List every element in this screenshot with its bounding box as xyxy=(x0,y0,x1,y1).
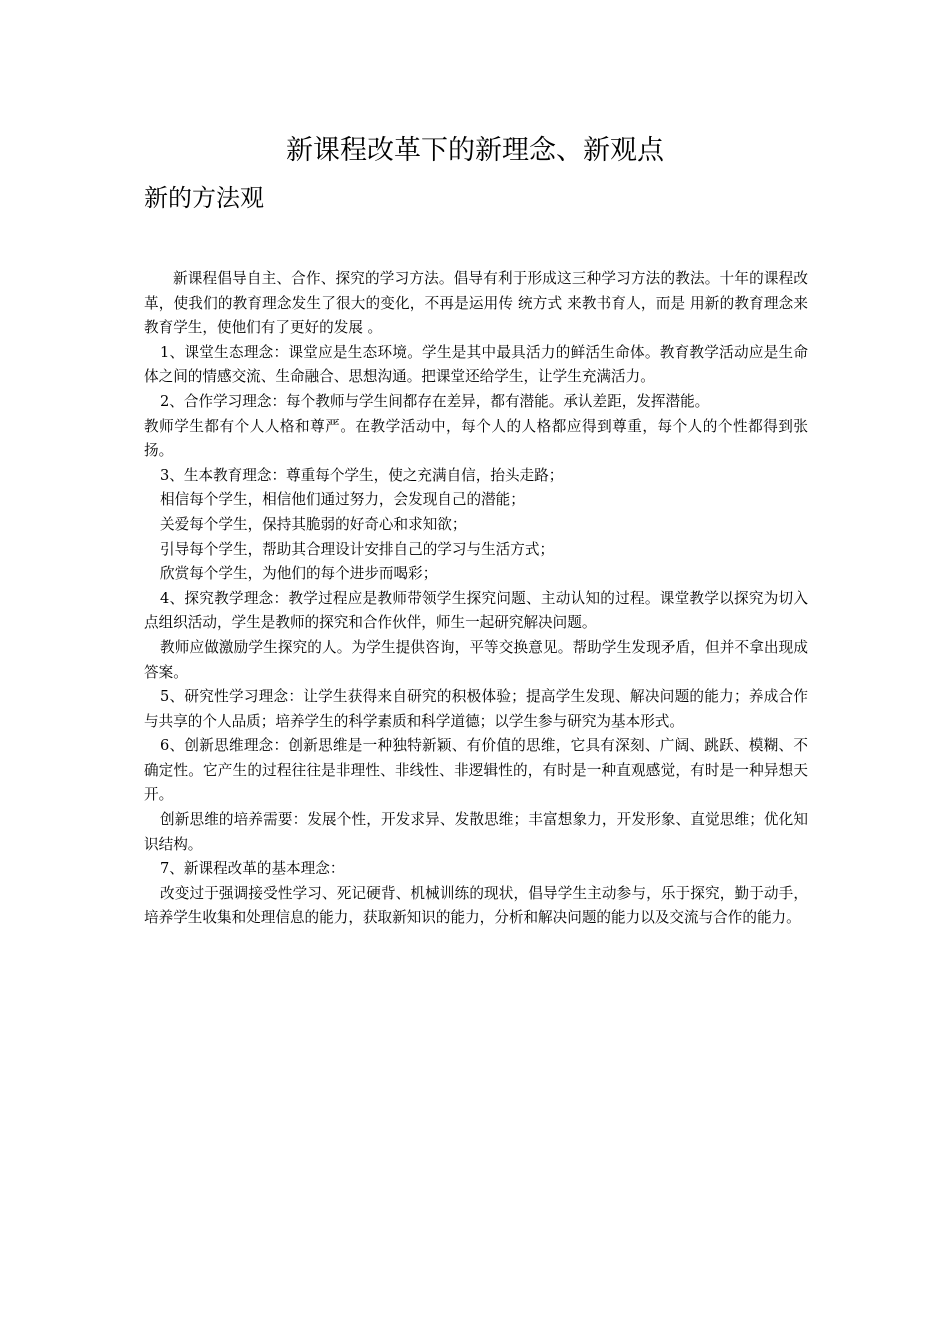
paragraph-intro: 新课程倡导自主、合作、探究的学习方法。倡导有利于形成这三种学习方法的教法。十年的课程改革，使我们的教育理念发生了很大的变化，不再是运用传 统方式 来教书育人，而是 用新的教育理念来教育学生，使他们有了更好的发展 。 xyxy=(144,270,808,337)
paragraph-item-4: 4、探究教学理念：教学过程应是教师带领学生探究问题、主动认知的过程。课堂教学以探究为切入点组织活动，学生是教师的探究和合作伙伴，师生一起研究解决问题。 xyxy=(144,589,808,632)
paragraph-item-1: 1、课堂生态理念：课堂应是生态环境。学生是其中最具活力的鲜活生命体。教育教学活动应是生命体之间的情感交流、生命融合、思想沟通。把课堂还给学生，让学生充满活力。 xyxy=(144,343,808,386)
section-heading: 新的方法观 xyxy=(144,184,264,212)
paragraph-item-7: 7、新课程改革的基本理念： xyxy=(160,860,345,878)
paragraph-item-7-detail: 改变过于强调接受性学习、死记硬背、机械训练的现状，倡导学生主动参与，乐于探究，勤于动手，培养学生收集和处理信息的能力，获取新知识的能力，分析和解决问题的能力以及交流与合作的能力。 xyxy=(144,884,808,927)
paragraph-item-3-sub-4: 欣赏每个学生，为他们的每个进步而喝彩； xyxy=(160,565,438,583)
paragraph-item-6-detail: 创新思维的培养需要：发展个性，开发求异、发散思维；丰富想象力，开发形象、直觉思维；优化知识结构。 xyxy=(144,811,808,853)
paragraph-item-3-sub-3: 引导每个学生，帮助其合理设计安排自己的学习与生活方式； xyxy=(160,540,555,558)
paragraph-item-2-detail: 教师学生都有个人人格和尊严。在教学活动中，每个人的人格都应得到尊重，每个人的个性都得到张扬。 xyxy=(144,417,808,460)
document-title: 新课程改革下的新理念、新观点 xyxy=(286,135,664,166)
paragraph-item-6: 6、创新思维理念：创新思维是一种独特新颖、有价值的思维，它具有深刻、广阔、跳跃、模糊、不确定性。它产生的过程往往是非理性、非线性、非逻辑性的，有时是一种直观感觉，有时是一种异想天开。 xyxy=(144,737,808,804)
paragraph-item-3-sub-2: 关爱每个学生，保持其脆弱的好奇心和求知欲； xyxy=(160,515,467,533)
paragraph-item-3-sub-1: 相信每个学生，相信他们通过努力，会发现自己的潜能； xyxy=(160,491,525,509)
paragraph-item-5: 5、研究性学习理念：让学生获得来自研究的积极体验；提高学生发现、解决问题的能力；养成合作与共享的个人品质；培养学生的科学素质和科学道德；以学生参与研究为基本形式。 xyxy=(144,688,808,730)
paragraph-item-4-detail: 教师应做激励学生探究的人。为学生提供咨询，平等交换意见。帮助学生发现矛盾，但并不拿出现成答案。 xyxy=(144,638,808,681)
paragraph-item-3: 3、生本教育理念：尊重每个学生，使之充满自信，抬头走路； xyxy=(160,466,564,484)
paragraph-item-2: 2、合作学习理念：每个教师与学生间都存在差异，都有潜能。承认差距，发挥潜能。 xyxy=(160,392,710,410)
document-body xyxy=(144,267,808,931)
